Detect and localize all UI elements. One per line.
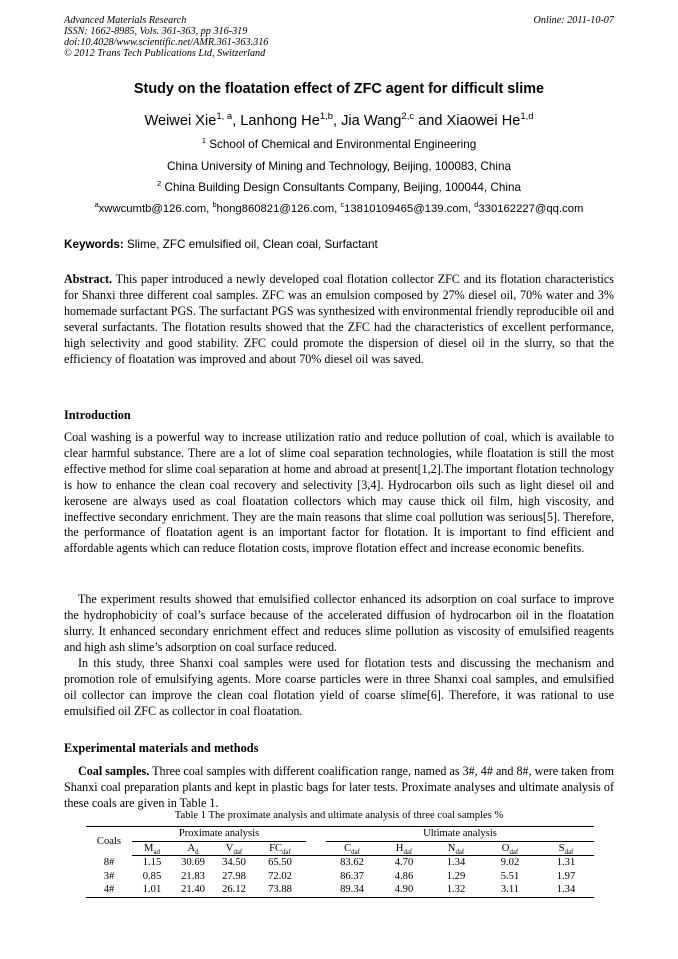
journal-name: Advanced Materials Research [64, 15, 187, 26]
column-header: $N_{daf}$ [430, 841, 482, 856]
abstract-label: Abstract. [64, 272, 113, 286]
group-gap [306, 841, 326, 856]
table-cell: 34.50 [222, 857, 246, 869]
table-cell: 4.86 [394, 870, 414, 882]
table-cell: 1.34 [538, 883, 594, 897]
email-link[interactable]: xwwcumtb@126.com, [98, 203, 213, 215]
table-cell: 86.37 [340, 870, 364, 882]
author-affiliation-mark: 2,c [401, 111, 415, 123]
table-row [86, 870, 594, 884]
author-emails [0, 200, 678, 215]
column-header: $O_{daf}$ [482, 841, 538, 856]
table-cell: 27.98 [222, 870, 246, 882]
table-column-header-row [86, 841, 594, 856]
keywords-text: Slime, ZFC emulsified oil, Clean coal, Surfactant [123, 238, 378, 251]
introduction-paragraph-1: Coal washing is a powerful way to increase utilization ratio and reduce pollution of coal, which is available to clear harmful substance. There are a lot of slime coal separation technologies, while floatation is still the most effective method for slime coal separation at home and abroad at present[1,2].The important flotation technology is how to enhance the clean coal recovery and selectivity [3,4]. Hydrocarbon oils such as light diesel oil and kerosene are always used as coal floatation collectors which may cause thick oil film, high viscosity, and ineffective secondary enrichment. They are the main reasons that slime coal pollution was serious[5]. Therefore, the performance of floatation agent is an important factor for flotation. It is important to find efficient and affordable agents which can reduce flotation costs, improve flotation effect and increase economic benefits. [64, 430, 614, 556]
table-cell: 8# [103, 857, 115, 868]
table-cell: 21.40 [172, 883, 214, 897]
table-cell: 1.32 [430, 883, 482, 897]
table-cell: 0.85 [142, 870, 162, 882]
table-cell: 30.69 [181, 857, 205, 869]
table-cell: 4.70 [394, 857, 414, 869]
column-header: $A_d$ [172, 841, 214, 856]
affiliation-text: School of Chemical and Environmental Engineering [209, 138, 477, 151]
email-link[interactable]: 13810109465@139.com, [344, 203, 475, 215]
table-cell: 65.50 [268, 857, 292, 869]
coal-samples-label: Coal samples. [78, 764, 150, 778]
methods-paragraph [64, 764, 614, 812]
ultimate-group-header: Ultimate analysis [326, 827, 594, 842]
author-name: Xiaowei He [446, 113, 521, 129]
abstract-text: This paper introduced a newly developed coal flotation collector ZFC and its flotation characteristics for Shanxi three different coal samples. ZFC was an emulsion composed by 27% diesel oil, 70% water and 3% homemade surfactant PGS. The surfactant PGS was synthesized with environmental friendly reproducible oil and several surfactants. The flotation results showed that the ZFC had the characteristics of excellent performance, high selectivity and good stability. ZFC could promote the dispersion of diesel oil in the slurry, so that the efficiency of floatation was improved and about 70% diesel oil was saved. [64, 272, 614, 366]
email-link[interactable]: 330162227@qq.com [478, 203, 584, 215]
coal-analysis-table [86, 826, 594, 898]
section-heading-introduction: Introduction [64, 408, 131, 422]
table-cell: 4# [86, 883, 132, 897]
table-cell: 73.88 [254, 883, 306, 897]
author-separator: , [333, 113, 342, 129]
email-mark: a [94, 200, 99, 210]
table-cell: 4.90 [378, 883, 430, 897]
issn-line: ISSN: 1662-8985, Vols. 361-363, pp 316-319 [64, 26, 248, 37]
proximate-group-header: Proximate analysis [132, 827, 306, 842]
copyright-line: © 2012 Trans Tech Publications Ltd, Switzerland [64, 48, 266, 59]
table-cell: 3# [103, 870, 115, 882]
column-header: $C_{daf}$ [326, 841, 378, 856]
abstract [64, 272, 614, 367]
author-affiliation-mark: 1,b [319, 111, 334, 123]
email-mark: d [474, 200, 479, 210]
online-date: Online: 2011-10-07 [533, 15, 614, 26]
affiliation-1 [0, 138, 678, 151]
table-row [86, 856, 594, 870]
column-header: $H_{daf}$ [378, 841, 430, 856]
group-gap [306, 883, 326, 897]
author-name: Jia Wang [341, 113, 402, 129]
author-affiliation-mark: 1, a [216, 111, 233, 123]
email-link[interactable]: hong860821@126.com, [216, 203, 341, 215]
table-cell: 5.51 [500, 870, 520, 882]
table-cell: 9.02 [500, 857, 520, 869]
paper-title: Study on the floatation effect of ZFC agent for difficult slime [133, 81, 545, 97]
table-caption: Table 1 The proximate analysis and ultimate analysis of three coal samples % [174, 810, 504, 821]
author-list [0, 113, 678, 129]
keywords-label: Keywords: [64, 238, 124, 251]
group-gap [306, 856, 326, 870]
introduction-paragraph-3: In this study, three Shanxi coal samples were used for flotation tests and discussing the mechanism and promotion role of emulsifying agents. More coarse particles were in three Shanxi coal samples, and emulsified oil collector can improve the clean coal flotation yield of coarse slime[6]. Therefore, it was rational to use emulsified oil ZFC as collector in coal floatation. [64, 656, 614, 718]
group-gap [306, 870, 326, 884]
table-cell: 21.83 [181, 870, 205, 882]
email-mark: c [340, 200, 345, 210]
table-cell: 26.12 [214, 883, 254, 897]
email-mark: b [212, 200, 217, 210]
coals-header: Coals [86, 827, 132, 856]
author-affiliation-mark: 1,d [520, 111, 534, 123]
journal-header [64, 15, 268, 59]
table-cell: 1.97 [556, 870, 576, 882]
affiliation-2 [0, 181, 678, 194]
author-name: Lanhong He [240, 113, 320, 129]
table-cell: 83.62 [340, 857, 364, 869]
author-separator: , [232, 113, 241, 129]
table-header-row [86, 827, 594, 842]
column-header: $FC_{daf}$ [254, 841, 306, 856]
table-cell: 72.02 [268, 870, 292, 882]
affiliation-text: China Building Design Consultants Company, Beijing, 100044, China [164, 181, 521, 194]
section-heading-methods: Experimental materials and methods [64, 741, 259, 755]
column-header: $V_{daf}$ [214, 841, 254, 856]
table-cell: 1.15 [142, 857, 162, 869]
table-cell: 89.34 [326, 883, 378, 897]
table-cell: 3.11 [482, 883, 538, 897]
affiliation-number: 2 [157, 179, 162, 189]
group-gap [306, 827, 326, 842]
affiliation-number: 1 [201, 136, 206, 146]
column-header: $S_{daf}$ [538, 841, 594, 856]
coal-samples-text: Three coal samples with different coalification range, named as 3#, 4# and 8#, were taken from Shanxi coal preparation plants and kept in plastic bags for later tests. Proximate analyses and ultimate analysis of these coals are given in Table 1. [64, 764, 614, 810]
column-header: $M_{ad}$ [132, 841, 172, 856]
table-cell: 1.29 [446, 870, 466, 882]
table-cell: 1.31 [556, 857, 576, 869]
keywords-line [64, 238, 378, 251]
author-name: Weiwei Xie [144, 113, 217, 129]
introduction-paragraph-2: The experiment results showed that emulsified collector enhanced its adsorption on coal surface to improve the hydrophobicity of coal’s surface because of the accelerated diffusion of hydrocarbon oil in the floatation slurry. It enhanced secondary enrichment effect and reduces slime pollution as viscosity of emulsified reagents and high ash slime’s adsorption on coal surface reduced. [64, 592, 614, 654]
author-separator: and [414, 113, 447, 129]
table-cell: 1.34 [446, 857, 466, 869]
table-row [86, 883, 594, 897]
table-cell: 1.01 [132, 883, 172, 897]
doi-line: doi:10.4028/www.scientific.net/AMR.361-363.316 [64, 37, 269, 48]
affiliation-1-address: China University of Mining and Technology, Beijing, 100083, China [167, 160, 511, 173]
